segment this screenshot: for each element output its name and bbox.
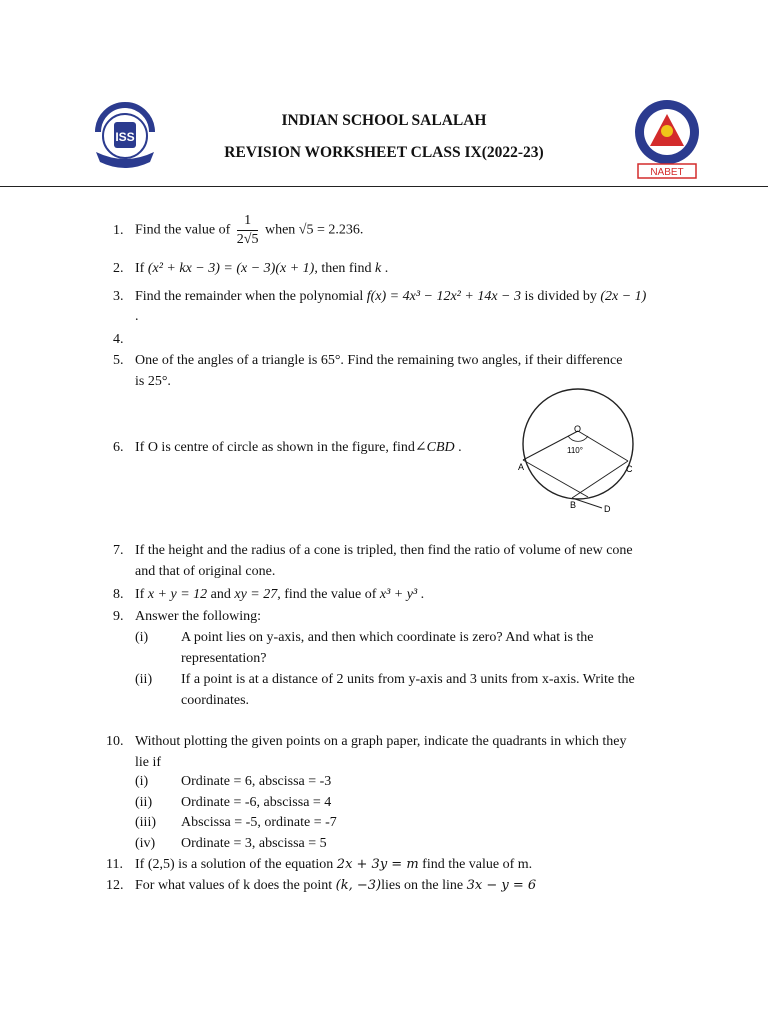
segment-OC bbox=[578, 431, 628, 461]
label-A: A bbox=[518, 462, 525, 472]
circle-outline bbox=[523, 389, 633, 499]
question-number: 1. bbox=[113, 223, 124, 238]
school-name: INDIAN SCHOOL SALALAH bbox=[281, 112, 487, 129]
angle-label: 110° bbox=[567, 446, 583, 455]
header-divider bbox=[0, 186, 768, 187]
segment-AB bbox=[523, 460, 588, 497]
label-O: O bbox=[574, 424, 582, 434]
fraction: $\frac{1}{2√5}$ bbox=[236, 213, 259, 247]
svg-text:NABET: NABET bbox=[650, 167, 684, 178]
nabet-logo bbox=[628, 98, 706, 180]
question-1: 1. Find the value of $\frac{1}{2√5}$ when √5 = 2.236. bbox=[113, 213, 364, 247]
label-D: D bbox=[604, 504, 611, 514]
worksheet-title: REVISION WORKSHEET CLASS IX(2022-23) bbox=[224, 144, 544, 161]
circle-figure bbox=[510, 384, 640, 514]
label-C: C bbox=[626, 464, 633, 474]
label-B: B bbox=[570, 500, 577, 510]
segment-BD bbox=[572, 498, 602, 508]
svg-text:ISS: ISS bbox=[115, 130, 135, 144]
school-logo-left bbox=[92, 92, 158, 178]
